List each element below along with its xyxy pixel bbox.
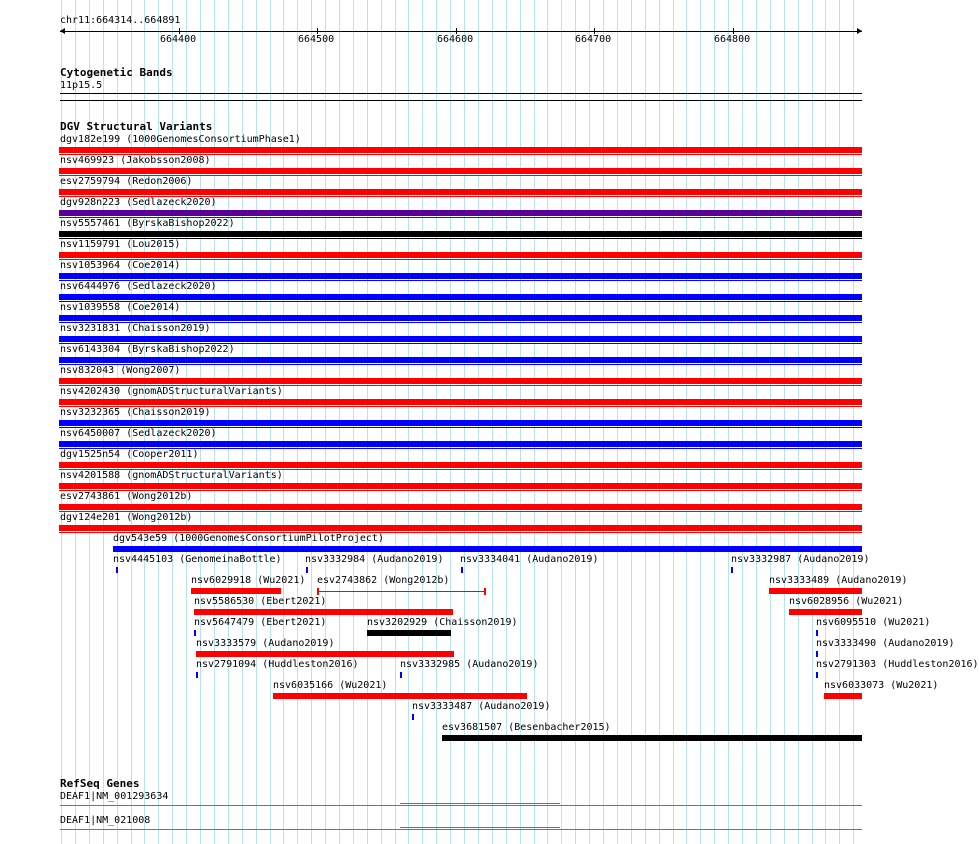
- variant-bar[interactable]: [59, 231, 862, 237]
- variant-bar[interactable]: [731, 567, 733, 573]
- variant-bar[interactable]: [816, 651, 818, 657]
- variant-label[interactable]: nsv2791094 (Huddleston2016): [196, 659, 359, 670]
- ruler-tick-label: 664400: [160, 34, 197, 45]
- variant-bar[interactable]: [59, 525, 862, 531]
- variant-bar[interactable]: [59, 462, 862, 468]
- variant-bar[interactable]: [442, 735, 862, 741]
- variant-label[interactable]: nsv3332987 (Audano2019): [731, 554, 870, 565]
- ruler-line: [60, 31, 862, 32]
- cytoband-top-line: [60, 93, 862, 94]
- variant-bar[interactable]: [59, 315, 862, 321]
- variant-bar[interactable]: [789, 609, 862, 615]
- variant-label[interactable]: dgv1525n54 (Cooper2011): [60, 449, 199, 460]
- variant-bar[interactable]: [59, 441, 862, 447]
- variant-bar[interactable]: [191, 588, 281, 594]
- variant-label[interactable]: nsv3333487 (Audano2019): [412, 701, 551, 712]
- variant-label[interactable]: nsv3334041 (Audano2019): [460, 554, 599, 565]
- variant-label[interactable]: esv2743861 (Wong2012b): [60, 491, 193, 502]
- variant-label[interactable]: esv2759794 (Redon2006): [60, 176, 193, 187]
- variant-bar[interactable]: [59, 273, 862, 279]
- variant-bar[interactable]: [461, 567, 463, 573]
- variant-label[interactable]: nsv6095510 (Wu2021): [816, 617, 931, 628]
- cytoband-track-title[interactable]: Cytogenetic Bands: [60, 66, 173, 79]
- ruler-tick-label: 664600: [437, 34, 474, 45]
- variant-label[interactable]: nsv3333579 (Audano2019): [196, 638, 335, 649]
- variant-span-line[interactable]: [317, 591, 485, 592]
- variant-bar[interactable]: [59, 168, 862, 174]
- variant-label[interactable]: nsv1053964 (Coe2014): [60, 260, 181, 271]
- variant-label[interactable]: nsv5557461 (ByrskaBishop2022): [60, 218, 235, 229]
- variant-label[interactable]: dgv543e59 (1000GenomesConsortiumPilotProject): [113, 533, 384, 544]
- variant-label[interactable]: nsv4201588 (gnomADStructuralVariants): [60, 470, 283, 481]
- variant-bar[interactable]: [59, 294, 862, 300]
- ruler-tick-label: 664500: [298, 34, 335, 45]
- variant-label[interactable]: nsv3232365 (Chaisson2019): [60, 407, 211, 418]
- variant-label[interactable]: nsv6029918 (Wu2021): [191, 575, 306, 586]
- variant-bar[interactable]: [59, 378, 862, 384]
- variant-label[interactable]: nsv6035166 (Wu2021): [273, 680, 388, 691]
- variant-bar[interactable]: [400, 672, 402, 678]
- variant-label[interactable]: nsv6143304 (ByrskaBishop2022): [60, 344, 235, 355]
- variant-label[interactable]: nsv3333490 (Audano2019): [816, 638, 955, 649]
- variant-label[interactable]: dgv124e201 (Wong2012b): [60, 512, 193, 523]
- variant-label[interactable]: nsv4445103 (GenomeinaBottle): [113, 554, 282, 565]
- variant-bar[interactable]: [196, 651, 454, 657]
- variant-label[interactable]: nsv1039558 (Coe2014): [60, 302, 181, 313]
- variant-label[interactable]: nsv3332984 (Audano2019): [305, 554, 444, 565]
- gene-label[interactable]: DEAF1|NM_021008: [60, 815, 151, 826]
- variant-label[interactable]: nsv3202929 (Chaisson2019): [367, 617, 518, 628]
- variant-label[interactable]: esv2743862 (Wong2012b): [317, 575, 450, 586]
- variant-bar[interactable]: [59, 399, 862, 405]
- variant-label[interactable]: nsv6450007 (Sedlazeck2020): [60, 428, 217, 439]
- variant-bar[interactable]: [824, 693, 862, 699]
- ruler-range: chr11:664314..664891: [60, 15, 181, 26]
- variant-bar[interactable]: [816, 630, 818, 636]
- scroll-right-arrow-icon[interactable]: [857, 28, 862, 34]
- variant-bar[interactable]: [412, 714, 414, 720]
- dgv-track-title[interactable]: DGV Structural Variants: [60, 120, 213, 133]
- ruler-tick-label: 664700: [575, 34, 612, 45]
- gene-label[interactable]: DEAF1|NM_001293634: [60, 791, 169, 802]
- variant-label[interactable]: esv3681507 (Besenbacher2015): [442, 722, 611, 733]
- ruler-tick-label: 664800: [714, 34, 751, 45]
- variant-bar[interactable]: [196, 672, 198, 678]
- gene-line[interactable]: [60, 805, 862, 806]
- variant-bar[interactable]: [59, 357, 862, 363]
- variant-bar[interactable]: [116, 567, 118, 573]
- variant-label[interactable]: nsv3231831 (Chaisson2019): [60, 323, 211, 334]
- variant-label[interactable]: nsv1159791 (Lou2015): [60, 239, 181, 250]
- variant-label[interactable]: nsv2791303 (Huddleston2016): [816, 659, 979, 670]
- refseq-track-title[interactable]: RefSeq Genes: [60, 777, 140, 790]
- variant-bar[interactable]: [59, 336, 862, 342]
- gene-line[interactable]: [60, 829, 862, 830]
- variant-label[interactable]: nsv5647479 (Ebert2021): [194, 617, 327, 628]
- variant-label[interactable]: nsv3332985 (Audano2019): [400, 659, 539, 670]
- variant-span-end: [484, 588, 486, 595]
- variant-label[interactable]: nsv6028956 (Wu2021): [789, 596, 904, 607]
- variant-label[interactable]: dgv182e199 (1000GenomesConsortiumPhase1): [60, 134, 301, 145]
- variant-label[interactable]: nsv3333489 (Audano2019): [769, 575, 908, 586]
- variant-bar[interactable]: [113, 546, 862, 552]
- cytoband-bottom-line: [60, 100, 862, 101]
- variant-label[interactable]: nsv6033073 (Wu2021): [824, 680, 939, 691]
- variant-label[interactable]: nsv5586530 (Ebert2021): [194, 596, 327, 607]
- gene-exon: [400, 803, 560, 804]
- cytoband-label: 11p15.5: [60, 80, 103, 91]
- gene-exon: [400, 827, 560, 828]
- variant-bar[interactable]: [59, 504, 862, 510]
- variant-label[interactable]: nsv832043 (Wong2007): [60, 365, 181, 376]
- variant-bar[interactable]: [367, 630, 451, 636]
- variant-bar[interactable]: [59, 420, 862, 426]
- variant-bar[interactable]: [59, 189, 862, 195]
- variant-bar[interactable]: [769, 588, 862, 594]
- scroll-left-arrow-icon[interactable]: [60, 28, 65, 34]
- variant-bar[interactable]: [273, 693, 527, 699]
- variant-label[interactable]: nsv469923 (Jakobsson2008): [60, 155, 211, 166]
- variant-bar[interactable]: [194, 609, 453, 615]
- variant-bar[interactable]: [194, 630, 196, 636]
- variant-bar[interactable]: [59, 210, 862, 216]
- variant-label[interactable]: dgv928n223 (Sedlazeck2020): [60, 197, 217, 208]
- variant-label[interactable]: nsv4202430 (gnomADStructuralVariants): [60, 386, 283, 397]
- variant-bar[interactable]: [816, 672, 818, 678]
- variant-bar[interactable]: [59, 252, 862, 258]
- variant-span-start: [317, 588, 319, 595]
- variant-label[interactable]: nsv6444976 (Sedlazeck2020): [60, 281, 217, 292]
- variant-bar[interactable]: [59, 483, 862, 489]
- variant-bar[interactable]: [306, 567, 308, 573]
- variant-bar[interactable]: [59, 147, 862, 153]
